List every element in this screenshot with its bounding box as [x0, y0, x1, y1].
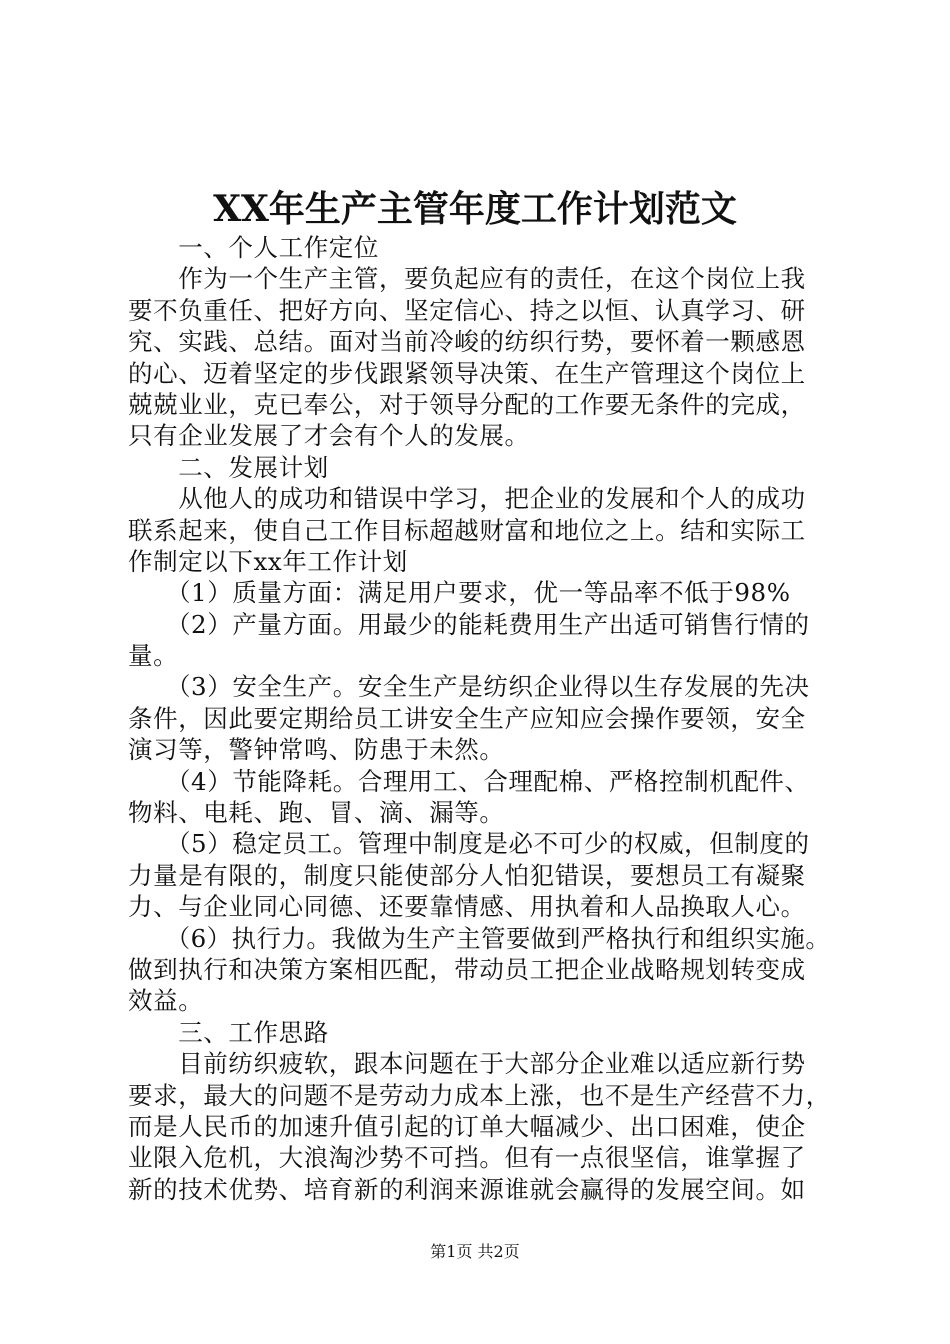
text-line: 条件，因此要定期给员工讲安全生产应知应会操作要领，安全 [128, 703, 806, 733]
text-line: 作制定以下xx年工作计划 [128, 546, 408, 576]
text-line: 一、个人工作定位 [128, 233, 379, 262]
document-title: XX年生产主管年度工作计划范文 [213, 188, 737, 230]
text-line: 业限入危机，大浪淘沙势不可挡。但有一点很坚信，谁掌握了 [128, 1143, 806, 1173]
text-line: 只有企业发展了才会有个人的发展。 [128, 421, 530, 451]
text-line: 力、与企业同心同德、还要靠情感、用执着和人品换取人心。 [128, 892, 806, 922]
text-line: 从他人的成功和错误中学习，把企业的发展和个人的成功 [128, 484, 806, 514]
text-line: 效益。 [128, 986, 204, 1016]
text-line: 演习等，警钟常鸣、防患于未然。 [128, 735, 505, 765]
text-line: （2）产量方面。用最少的能耗费用生产出适可销售行情的 [128, 609, 810, 639]
text-line: 作为一个生产主管，要负起应有的责任，在这个岗位上我 [128, 264, 806, 294]
text-line: （1）质量方面：满足用户要求，优一等品率不低于98% [128, 578, 791, 608]
text-line: 要不负重任、把好方向、坚定信心、持之以恒、认真学习、研 [128, 295, 806, 325]
text-line: 做到执行和决策方案相匹配，带动员工把企业战略规划转变成 [128, 954, 806, 984]
text-line: 而是人民币的加速升值引起的订单大幅减少、出口困难，使企 [128, 1111, 806, 1141]
text-line: （5）稳定员工。管理中制度是必不可少的权威，但制度的 [128, 829, 810, 859]
document-body [128, 232, 832, 1205]
text-line: （3）安全生产。安全生产是纺织企业得以生存发展的先决 [128, 672, 810, 702]
text-line: 二、发展计划 [128, 452, 329, 482]
text-line: （4）节能降耗。合理用工、合理配棉、严格控制机配件、 [128, 766, 810, 796]
text-line: 物料、电耗、跑、冒、滴、漏等。 [128, 798, 505, 828]
text-line: 量。 [128, 641, 179, 671]
text-line: 兢兢业业，克已奉公，对于领导分配的工作要无条件的完成， [128, 389, 806, 419]
text-line: 究、实践、总结。面对当前冷峻的纺织行势，要怀着一颗感恩 [128, 327, 806, 357]
text-line: 力量是有限的，制度只能使部分人怕犯错误，要想员工有凝聚 [128, 860, 806, 890]
text-line: 三、工作思路 [128, 1017, 329, 1047]
text-line: 联系起来，使自己工作目标超越财富和地位之上。结和实际工 [128, 515, 806, 545]
text-line: （6）执行力。我做为生产主管要做到严格执行和组织实施。 [128, 923, 831, 953]
text-line: 新的技术优势、培育新的利润来源谁就会赢得的发展空间。如 [128, 1174, 806, 1204]
text-line: 的心、迈着坚定的步伐跟紧领导决策、在生产管理这个岗位上 [128, 358, 806, 388]
text-line: 要求，最大的问题不是劳动力成本上涨，也不是生产经营不力， [128, 1080, 831, 1110]
page-footer: 第1页 共2页 [430, 1242, 520, 1261]
text-line: 目前纺织疲软，跟本问题在于大部分企业难以适应新行势 [128, 1049, 806, 1079]
